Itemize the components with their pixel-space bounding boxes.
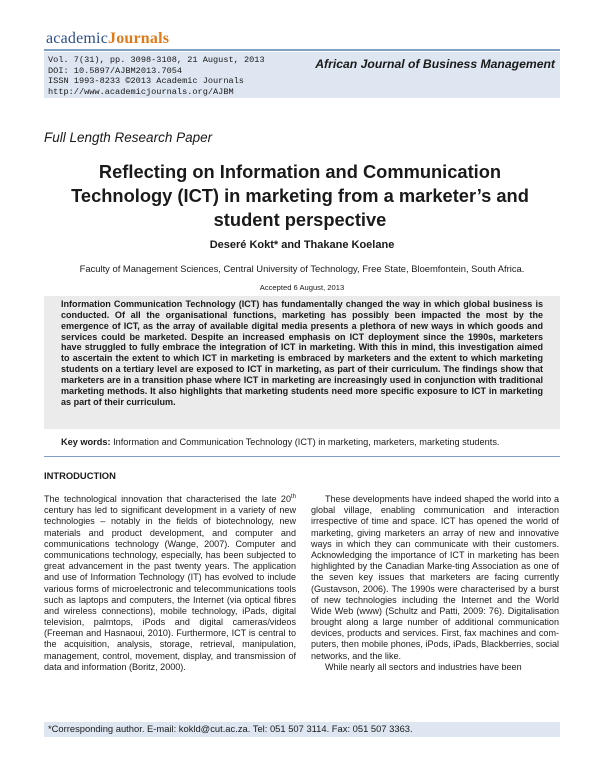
- superscript: th: [290, 493, 296, 500]
- paragraph-text-a: The technological innovation that characterised the late 20: [44, 494, 291, 504]
- logo-suffix: Journals: [108, 30, 170, 47]
- abstract: Information Communication Technology (ICT) has fundamentally changed the way in which global business is conducted. Of all the organisational functions, marketing has possibly been impacted the most by the emergence of ICT, as the array of available digital media presents a plethora of new ways in which goods and services could be marketed. Despite an increased emphasis on ICT deployment since the 1990s, marketers have struggled to fully embrace the integration of ICT in marketing. With this in mind, this investigation aimed to ascertain the extent to which ICT in marketing is embraced by marketers and the extent to which marketing students on a tertiary level are exposed to ICT in marketing, as part of their curriculum. The findings show that marketers are in a transition phase where ICT in marketing are increasingly used in conjunction with traditional marketing methods. It also highlights that marketing students need more specific exposure to ICT in marketing as part of their curriculum.: [61, 299, 543, 407]
- body-column-left: [44, 494, 296, 673]
- paper-type: Full Length Research Paper: [44, 130, 213, 145]
- paragraph: While nearly all sectors and industries have been: [325, 661, 522, 672]
- logo-prefix: academic: [46, 30, 108, 47]
- meta-url[interactable]: http://www.academicjournals.org/AJBM: [48, 86, 234, 97]
- body-column-right: [311, 494, 559, 673]
- header-rule: [44, 49, 560, 51]
- keywords-label: Key words:: [61, 437, 111, 447]
- paragraph: These developments have indeed shaped the world into a global village, enabling communication and interaction irrespective of time and space. ICT has opened the world of marketing, giving marketers an array of new and innovative ways in which they can communicate with their customers. Acknowledging the importance of ICT in marketing has been highlighted by the Canadian Marke-ting Association as one of the seven key issues that marketers are facing currently (Gustavson, 2006). The 1990s were characterised by a burst of new technologies including the Internet and the World Wide Web (www) (Schultz and Patti, 2009: 76). Digitalisation brought along a large number of additional communication devices, products and services. First, fax machines and com-puters, then mobile phones, iPods, iPads, Blackberries, social networks, and the like.: [311, 494, 559, 661]
- keywords-rule: [44, 456, 560, 457]
- publisher-logo: [46, 30, 169, 48]
- meta-doi: DOI: 10.5897/AJBM2013.7054: [48, 65, 183, 76]
- authors: Deseré Kokt* and Thakane Koelane: [209, 239, 395, 251]
- affiliation: Faculty of Management Sciences, Central University of Technology, Free State, Bloemfontein, South Africa.: [79, 263, 525, 274]
- journal-meta: [48, 55, 265, 97]
- section-heading: INTRODUCTION: [44, 470, 116, 481]
- keywords: [61, 437, 551, 447]
- accepted-date: Accepted 6 August, 2013: [259, 283, 345, 292]
- journal-name: African Journal of Business Management: [315, 57, 555, 71]
- paragraph: [44, 494, 296, 673]
- meta-volume: Vol. 7(31), pp. 3098-3108, 21 August, 2013: [48, 55, 265, 65]
- correspondence-note: *Corresponding author. E-mail: kokld@cut.ac.za. Tel: 051 507 3114. Fax: 051 507 3363.: [48, 723, 413, 734]
- paragraph-text-b: century has led to significant development in a variety of new technologies – notably in the fields of biotechnology, new materials and product development, and computer and communications technology (Wange, 2007). Computer and communications technology, especially, has been subjected to great advancement in the past twenty years. The application and use of Information Technology (IT) has evolved to include various forms of microelectronic and telecommunications tools such as laptops and computers, the Internet (via optical fibres and wireless connections), mobile technology, iPads, digital television, palmtops, iPods and digital cameras/videos (Freeman and Hasnaoui, 2010). Furthermore, ICT is central to the acquisition, analysis, storage, retrieval, manipulation, management, control, movement, display, and transmission of data and information (Boritz, 2000).: [44, 505, 296, 672]
- meta-issn: ISSN 1993-8233 ©2013 Academic Journals: [48, 76, 244, 87]
- keywords-text: Information and Communication Technology (ICT) in marketing, marketers, marketing students.: [110, 437, 500, 447]
- paper-title: Reflecting on Information and Communication Technology (ICT) in marketing from a marketer’s and student perspective: [71, 161, 529, 230]
